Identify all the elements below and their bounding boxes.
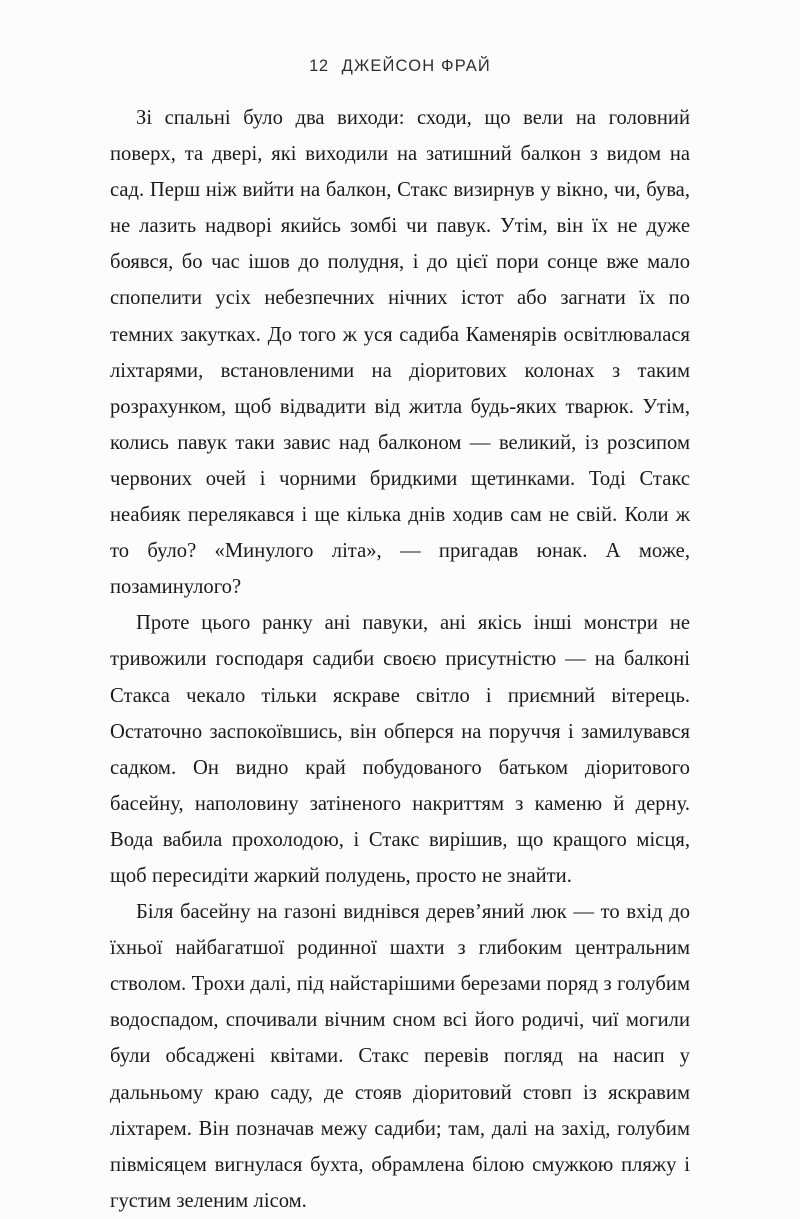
paragraph-3: Біля басейну на газоні виднівся дерев’яний люк — то вхід до їхньої найбагатшої родинної шахти з глибоким центральним стволом. Трохи далі, під найстарішими березами поряд з голубим водоспадом, спочивали вічним сном всі його родичі, чиї могили були обсаджені квітами. Стакс перевів погляд на насип у дальньому краю саду, де стояв діоритовий стовп із яскравим ліхтарем. Він позначав межу садиби; там, далі на захід, голубим півмісяцем вигнулася бухта, обрамлена білою смужкою пляжу і густим зеленим лісом. xyxy=(110,901,690,1212)
paragraph-1: Зі спальні було два виходи: сходи, що вели на головний поверх, та двері, які виходили на затишний балкон з видом на сад. Перш ніж вийти на балкон, Стакс визирнув у вікно, чи, бува, не лазить надворі якийсь зомбі чи павук. Утім, він їх не дуже боявся, бо час ішов до полудня, і до цієї пори сонце вже мало спопелити усіх небезпечних нічних істот або загнати їх по темних закутках. До того ж уся садиба Каменярів освітлювалася ліхтарями, встановленими на діоритових колонах з таким розрахунком, щоб відвадити від житла будь-яких тварюк. Утім, колись павук таки завис над балконом — великий, із розсипом червоних очей і чорними бридкими щетинками. Тоді Стакс неабияк перелякався і ще кілька днів ходив сам не свій. Коли ж то було? «Минулого літа», — пригадав юнак. А може, позаминулого? xyxy=(110,107,690,599)
running-header xyxy=(110,56,690,76)
body-text-block xyxy=(110,100,690,1219)
paragraph-2: Проте цього ранку ані павуки, ані якісь інші монстри не тривожили господаря садиби своєю присутністю — на балконі Стакса чекало тільки яскраве світло і приємний вітерець. Остаточно заспокоївшись, він обперся на поруччя і замилувався садком. Он видно край побудованого батьком діоритового басейну, наполовину затіненого накриттям з каменю й дерну. Вода вабила прохолодою, і Стакс вирішив, що кращого місця, щоб пересидіти жаркий полудень, просто не знайти. xyxy=(110,612,690,887)
running-header-title: ДЖЕЙСОН ФРАЙ xyxy=(341,57,491,75)
page-number: 12 xyxy=(309,57,329,75)
